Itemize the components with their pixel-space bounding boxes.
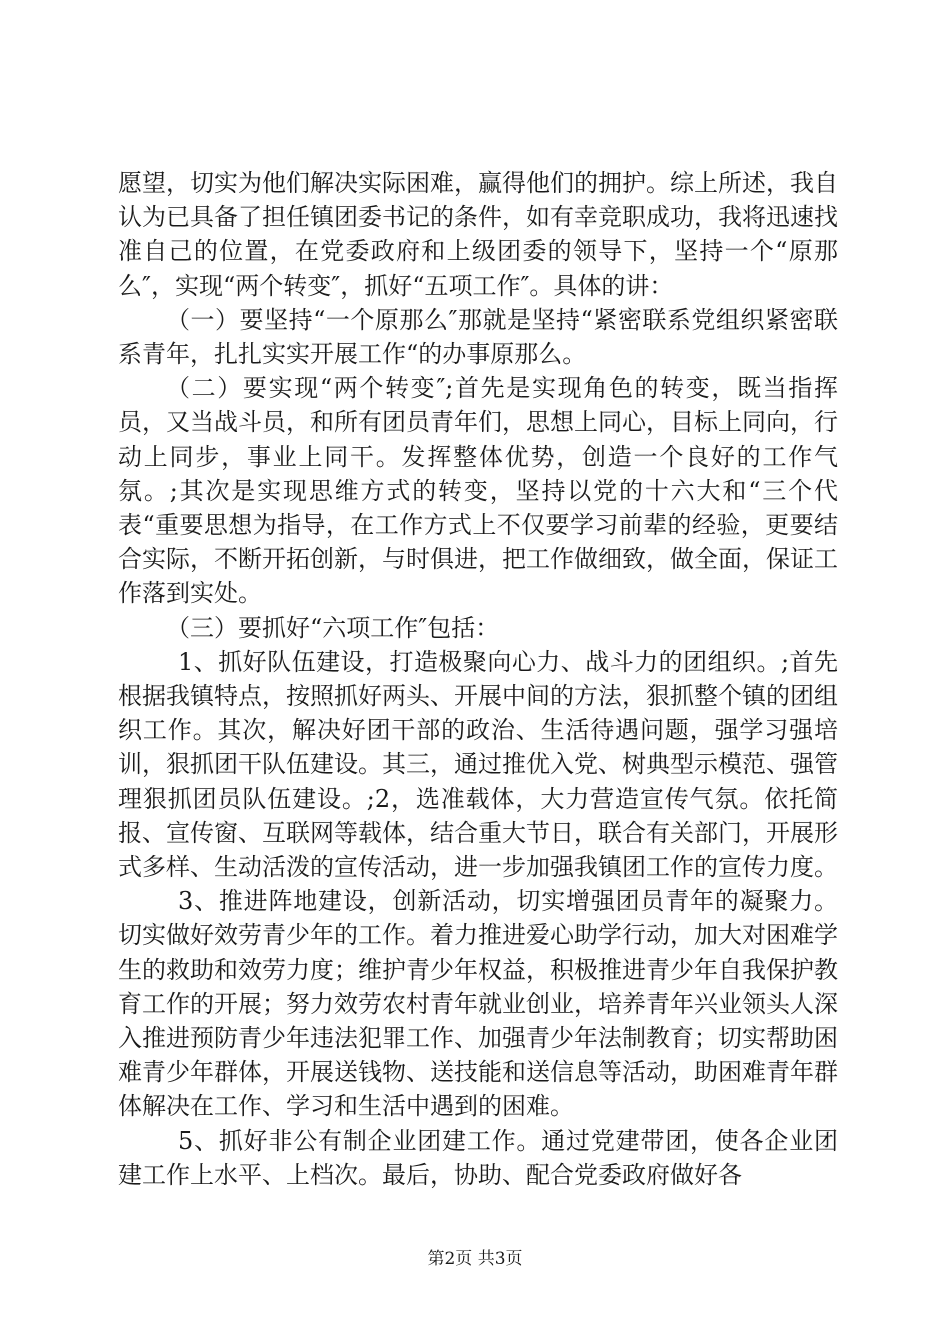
paragraph-principle: （一）要坚持“一个原那么″那就是坚持“紧密联系党组织紧密联系青年，扎扎实实开展工作“的办事原那么。 [118, 305, 838, 369]
document-body [118, 166, 838, 1192]
page-footer [0, 1244, 950, 1269]
paragraph-summary: 愿望，切实为他们解决实际困难，赢得他们的拥护。综上所述，我自认为已具备了担任镇团委书记的条件，如有幸竞职成功，我将迅速找准自己的位置，在党委政府和上级团委的领导下，坚持一个“原那么″，实现“两个转变″，抓好“五项工作″。具体的讲： [118, 169, 838, 300]
paragraph-task-3: 3、推进阵地建设，创新活动，切实增强团员青年的凝聚力。切实做好效劳青少年的工作。着力推进爱心助学行动，加大对困难学生的救助和效劳力度；维护青少年权益，积极推进青少年自我保护教育工作的开展；努力效劳农村青年就业创业，培养青年兴业领头人深入推进预防青少年违法犯罪工作、加强青少年法制教育；切实帮助困难青少年群体，开展送钱物、送技能和送信息等活动，助困难青年群体解决在工作、学习和生活中遇到的困难。 [118, 887, 838, 1121]
paragraph-task-1-2: 1、抓好队伍建设，打造极聚向心力、战斗力的团组织。;首先根据我镇特点，按照抓好两头、开展中间的方法，狠抓整个镇的团组织工作。其次，解决好团干部的政治、生活待遇问题，强学习强培训，狠抓团干队伍建设。其三，通过推优入党、树典型示模范、强管理狠抓团员队伍建设。;2，选准载体，大力营造宣传气氛。依托简报、宣传窗、互联网等载体，结合重大节日，联合有关部门，开展形式多样、生动活泼的宣传活动，进一步加强我镇团工作的宣传力度。 [118, 647, 838, 882]
paragraph-two-changes: （二）要实现“两个转变″;首先是实现角色的转变，既当指挥员，又当战斗员，和所有团员青年们，思想上同心，目标上同向，行动上同步，事业上同干。发挥整体优势，创造一个良好的工作气氛。;其次是实现思维方式的转变，坚持以党的十六大和“三个代表“重要思想为指导，在工作方式上不仅要学习前辈的经验，更要结合实际，不断开拓创新，与时俱进，把工作做细致，做全面，保证工作落到实处。 [118, 374, 838, 608]
paragraph-task-5: 5、抓好非公有制企业团建工作。通过党建带团，使各企业团建工作上水平、上档次。最后，协助、配合党委政府做好各 [118, 1126, 838, 1189]
page-number-label: 第2页 共3页 [427, 1249, 523, 1269]
paragraph-six-tasks-heading: （三）要抓好“六项工作″包括： [166, 613, 500, 642]
